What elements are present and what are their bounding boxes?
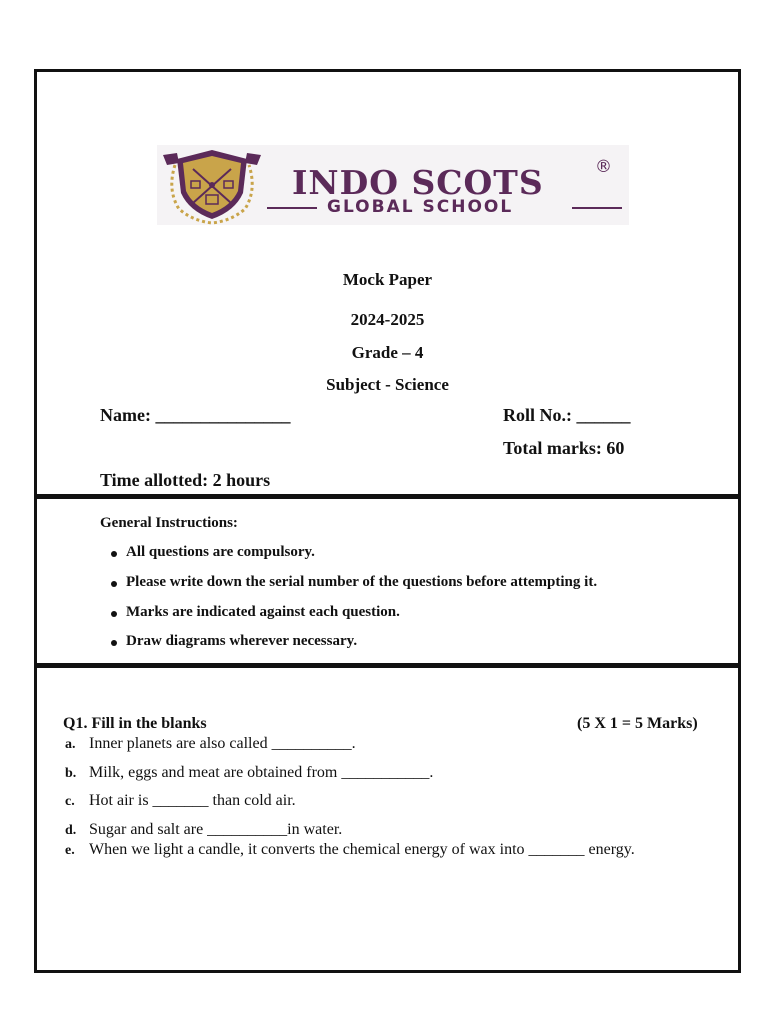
total-marks: Total marks: 60	[503, 438, 625, 458]
item-label: b.	[65, 766, 77, 781]
registered-mark: ®	[595, 157, 612, 177]
session-year: 2024-2025	[350, 310, 425, 329]
instruction-item: Draw diagrams wherever necessary.	[126, 633, 358, 649]
roll-no-field: Roll No.: ______	[503, 405, 631, 425]
question-item: Milk, eggs and meat are obtained from ___________.	[89, 764, 434, 781]
instruction-item: Please write down the serial number of the questions before attempting it.	[126, 574, 598, 590]
time-allotted: Time allotted: 2 hours	[100, 470, 271, 490]
grade-label: Grade – 4	[351, 343, 424, 362]
section-divider	[37, 663, 738, 668]
paper-type: Mock Paper	[342, 270, 433, 289]
logo-rule-left	[267, 207, 317, 209]
name-field: Name: _______________	[100, 405, 291, 425]
bullet-icon	[111, 551, 117, 557]
paper-frame	[34, 69, 741, 973]
section-divider	[37, 494, 738, 499]
logo-subtitle: GLOBAL SCHOOL	[327, 197, 514, 217]
question-item: Hot air is _______ than cold air.	[89, 792, 296, 809]
logo-school-name: INDO SCOTS	[292, 163, 544, 202]
logo-rule-right	[572, 207, 622, 209]
instruction-item: All questions are compulsory.	[126, 544, 315, 560]
subject-label: Subject - Science	[326, 375, 449, 394]
item-label: a.	[65, 737, 76, 752]
question-title: Q1. Fill in the blanks	[63, 715, 207, 732]
item-label: e.	[65, 843, 75, 858]
instruction-item: Marks are indicated against each question.	[126, 604, 400, 620]
question-item: When we light a candle, it converts the chemical energy of wax into _______ energy.	[89, 841, 635, 858]
question-item: Inner planets are also called __________.	[89, 735, 356, 752]
item-label: c.	[65, 794, 75, 809]
crest-icon	[157, 145, 267, 225]
bullet-icon	[111, 581, 117, 587]
item-label: d.	[65, 823, 77, 838]
bullet-icon	[111, 640, 117, 646]
question-marks: (5 X 1 = 5 Marks)	[577, 715, 698, 732]
bullet-icon	[111, 611, 117, 617]
question-item: Sugar and salt are __________in water.	[89, 821, 343, 838]
school-logo	[157, 145, 629, 225]
instructions-heading: General Instructions:	[100, 515, 238, 531]
